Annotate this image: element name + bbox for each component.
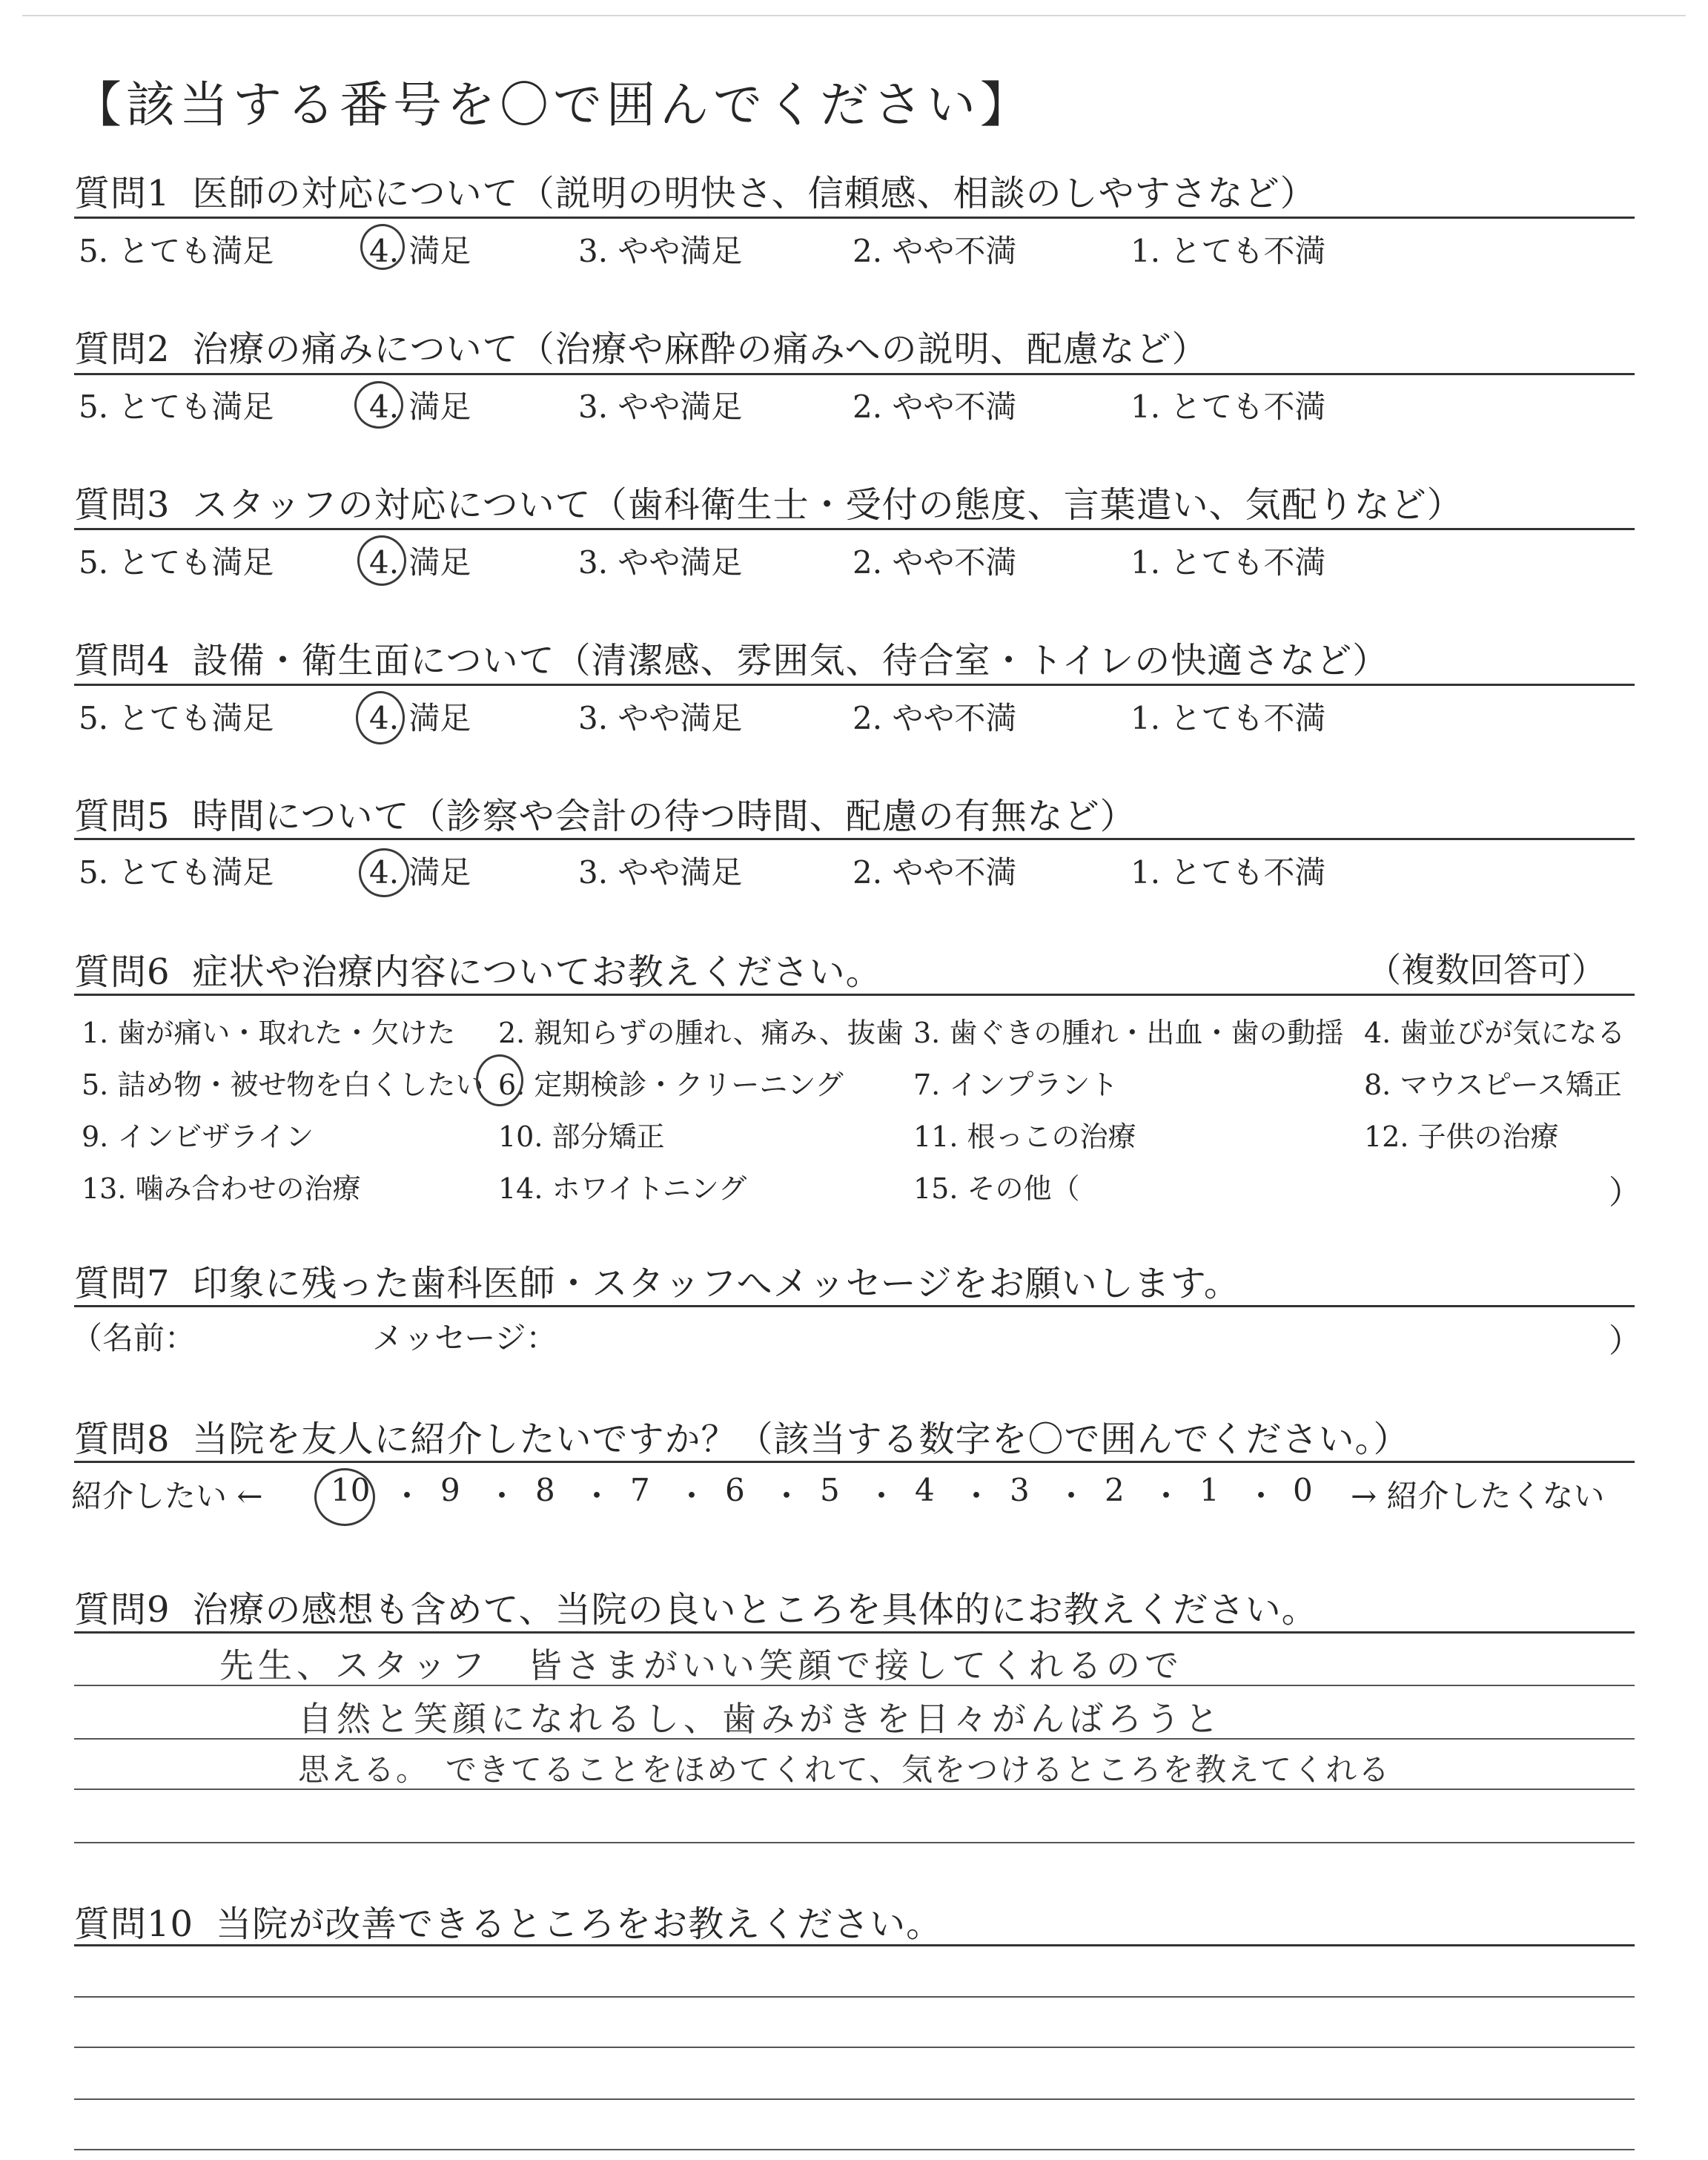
option-2[interactable]: 2. やや不満	[853, 544, 1017, 581]
question-5-rule	[74, 838, 1635, 840]
answer-line	[74, 1996, 1635, 1998]
option-5[interactable]: 5. とても満足	[79, 854, 274, 891]
symptom-option[interactable]: 5. 詰め物・被せ物を白くしたい	[82, 1069, 484, 1101]
name-label: （名前：	[71, 1320, 196, 1356]
handwritten-answer-line-1: 先生、スタッフ 皆さまがいい笑顔で接してくれるので	[219, 1645, 1183, 1685]
option-3[interactable]: 3. やや満足	[578, 854, 743, 891]
top-border	[22, 15, 1686, 16]
selection-circle	[314, 1468, 375, 1526]
answer-line	[74, 2098, 1635, 2100]
scale-separator: ・	[866, 1478, 898, 1514]
question-3-title: 質問3 スタッフの対応について（歯科衛生士・受付の態度、言葉遣い、気配りなど）	[74, 484, 1463, 526]
question-1-rule	[74, 217, 1635, 219]
option-4[interactable]: 4. 満足	[369, 854, 471, 891]
symptom-option[interactable]: 13. 噛み合わせの治療	[82, 1172, 361, 1205]
page-header: 【該当する番号を〇で囲んでください】	[73, 76, 1033, 133]
option-3[interactable]: 3. やや満足	[578, 544, 743, 581]
recommend-label: 紹介したい ←	[71, 1478, 263, 1514]
symptom-option[interactable]: 3. 歯ぐきの腫れ・出血・歯の動揺	[913, 1017, 1344, 1049]
option-1[interactable]: 1. とても不満	[1131, 389, 1326, 425]
question-4-rule	[74, 684, 1635, 686]
question-2-title: 質問2 治療の痛みについて（治療や麻酔の痛みへの説明、配慮など）	[74, 328, 1208, 370]
option-4[interactable]: 4. 満足	[369, 700, 471, 736]
question-6-title: 質問6 症状や治療内容についてお教えください。	[74, 951, 882, 993]
symptom-option[interactable]: 9. インビザライン	[82, 1120, 314, 1153]
message-label: メッセージ：	[372, 1320, 557, 1356]
scale-3[interactable]: 3	[1010, 1472, 1030, 1508]
question-9-title: 質問9 治療の感想も含めて、当院の良いところを具体的にお教えください。	[74, 1589, 1318, 1631]
scale-6[interactable]: 6	[725, 1472, 745, 1508]
question-4-title: 質問4 設備・衛生面について（清潔感、雰囲気、待合室・トイレの快適さなど）	[74, 640, 1389, 681]
scale-separator: ・	[771, 1478, 803, 1514]
handwritten-answer-line-3: 思える。 できてることをほめてくれて、気をつけるところを教えてくれる	[298, 1751, 1391, 1788]
scale-8[interactable]: 8	[535, 1472, 555, 1508]
symptom-option[interactable]: 11. 根っこの治療	[913, 1120, 1136, 1153]
option-3[interactable]: 3. やや満足	[578, 233, 743, 269]
option-3[interactable]: 3. やや満足	[578, 700, 743, 736]
option-5[interactable]: 5. とても満足	[79, 389, 274, 425]
question-5-title: 質問5 時間について（診察や会計の待つ時間、配慮の有無など）	[74, 796, 1136, 837]
question-8-rule	[74, 1461, 1635, 1463]
scale-0[interactable]: 0	[1293, 1472, 1313, 1508]
selection-circle	[359, 848, 409, 897]
question-3-rule	[74, 528, 1635, 530]
answer-line	[74, 2047, 1635, 2048]
symptom-option[interactable]: 2. 親知らずの腫れ、痛み、抜歯	[498, 1017, 904, 1049]
option-5[interactable]: 5. とても満足	[79, 544, 274, 581]
scale-separator: ・	[486, 1478, 518, 1514]
scale-separator: ・	[1245, 1478, 1277, 1514]
option-5[interactable]: 5. とても満足	[79, 233, 274, 269]
symptom-option[interactable]: 14. ホワイトニング	[498, 1172, 747, 1205]
answer-line	[74, 2149, 1635, 2150]
close-paren: ）	[1609, 1322, 1641, 1360]
symptom-option[interactable]: 10. 部分矯正	[498, 1120, 665, 1153]
question-8-title: 質問8 当院を友人に紹介したいですか？（該当する数字を〇で囲んでください。）	[74, 1418, 1410, 1460]
symptom-option[interactable]: 1. 歯が痛い・取れた・欠けた	[82, 1017, 456, 1049]
selection-circle	[356, 691, 405, 744]
selection-circle	[476, 1054, 523, 1106]
not-recommend-label: → 紹介したくない	[1351, 1478, 1605, 1514]
question-10-rule	[74, 1944, 1635, 1946]
option-4[interactable]: 4. 満足	[369, 233, 471, 269]
answer-line	[74, 1842, 1635, 1843]
option-3[interactable]: 3. やや満足	[578, 389, 743, 425]
scale-9[interactable]: 9	[440, 1472, 460, 1508]
scale-4[interactable]: 4	[915, 1472, 935, 1508]
scale-2[interactable]: 2	[1105, 1472, 1125, 1508]
question-7-title: 質問7 印象に残った歯科医師・スタッフへメッセージをお願いします。	[74, 1263, 1240, 1304]
scale-separator: ・	[391, 1478, 423, 1514]
option-4[interactable]: 4. 満足	[369, 389, 471, 425]
close-paren: ）	[1609, 1174, 1641, 1212]
scale-separator: ・	[1056, 1478, 1088, 1514]
handwritten-answer-line-2: 自然と笑顔になれるし、歯みがきを日々がんばろうと	[298, 1699, 1223, 1739]
symptom-option[interactable]: 6. 定期検診・クリーニング	[498, 1069, 844, 1101]
symptom-option[interactable]: 8. マウスピース矯正	[1364, 1069, 1622, 1101]
question-10-title: 質問10 当院が改善できるところをお教えください。	[74, 1903, 943, 1945]
option-2[interactable]: 2. やや不満	[853, 700, 1017, 736]
question-2-rule	[74, 373, 1635, 375]
selection-circle	[357, 535, 406, 586]
scale-7[interactable]: 7	[630, 1472, 650, 1508]
symptom-option[interactable]: 4. 歯並びが気になる	[1364, 1017, 1626, 1049]
scale-separator: ・	[676, 1478, 708, 1514]
selection-circle	[360, 224, 405, 270]
symptom-option[interactable]: 12. 子供の治療	[1364, 1120, 1559, 1153]
scale-separator: ・	[581, 1478, 613, 1514]
question-6-rule	[74, 994, 1635, 996]
option-1[interactable]: 1. とても不満	[1131, 854, 1326, 891]
option-5[interactable]: 5. とても満足	[79, 700, 274, 736]
scale-10[interactable]: 10	[331, 1472, 371, 1508]
question-1-title: 質問1 医師の対応について（説明の明快さ、信頼感、相談のしやすさなど）	[74, 173, 1317, 214]
option-4[interactable]: 4. 満足	[369, 544, 471, 581]
multiple-answers-note: （複数回答可）	[1367, 950, 1606, 990]
option-1[interactable]: 1. とても不満	[1131, 544, 1326, 581]
option-1[interactable]: 1. とても不満	[1131, 700, 1326, 736]
option-2[interactable]: 2. やや不満	[853, 854, 1017, 891]
question-7-rule	[74, 1305, 1635, 1307]
symptom-option[interactable]: 15. その他（	[913, 1172, 1080, 1205]
option-1[interactable]: 1. とても不満	[1131, 233, 1326, 269]
scale-5[interactable]: 5	[820, 1472, 840, 1508]
scale-1[interactable]: 1	[1199, 1472, 1219, 1508]
option-2[interactable]: 2. やや不満	[853, 233, 1017, 269]
symptom-option[interactable]: 7. インプラント	[913, 1069, 1119, 1101]
selection-circle	[354, 381, 403, 429]
scale-separator: ・	[961, 1478, 993, 1514]
option-2[interactable]: 2. やや不満	[853, 389, 1017, 425]
question-9-rule	[74, 1631, 1635, 1634]
scale-separator: ・	[1151, 1478, 1182, 1514]
